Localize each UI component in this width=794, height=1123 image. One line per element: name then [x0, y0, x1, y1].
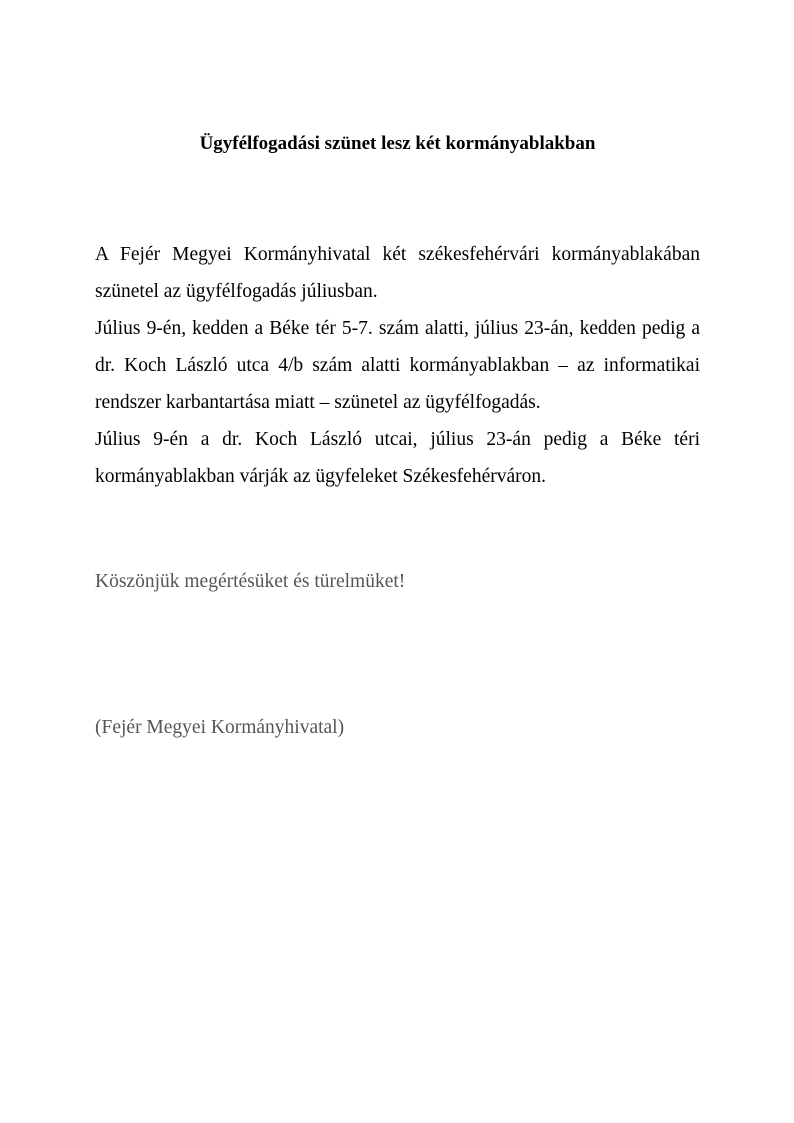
body-paragraph: A Fejér Megyei Kormányhivatal két székesfehérvári kormányablakában szünetel az ügyfélfogadás júliusban. — [95, 244, 700, 302]
body-paragraph: Július 9-én, kedden a Béke tér 5-7. szám alatti, július 23-án, kedden pedig a dr. Koch László utca 4/b szám alatti kormányablakban – az informatikai rendszer karbantartása miatt – szünetel az ügyfélfogadás. — [95, 318, 700, 413]
document-body — [95, 236, 700, 495]
signature: (Fejér Megyei Kormányhivatal) — [95, 717, 345, 738]
thanks-line: Köszönjük megértésüket és türelmüket! — [95, 571, 406, 592]
document-title: Ügyfélfogadási szünet lesz két kormányablakban — [199, 133, 596, 154]
body-paragraph: Július 9-én a dr. Koch László utcai, július 23-án pedig a Béke téri kormányablakban várják az ügyfeleket Székesfehérváron. — [95, 429, 700, 487]
